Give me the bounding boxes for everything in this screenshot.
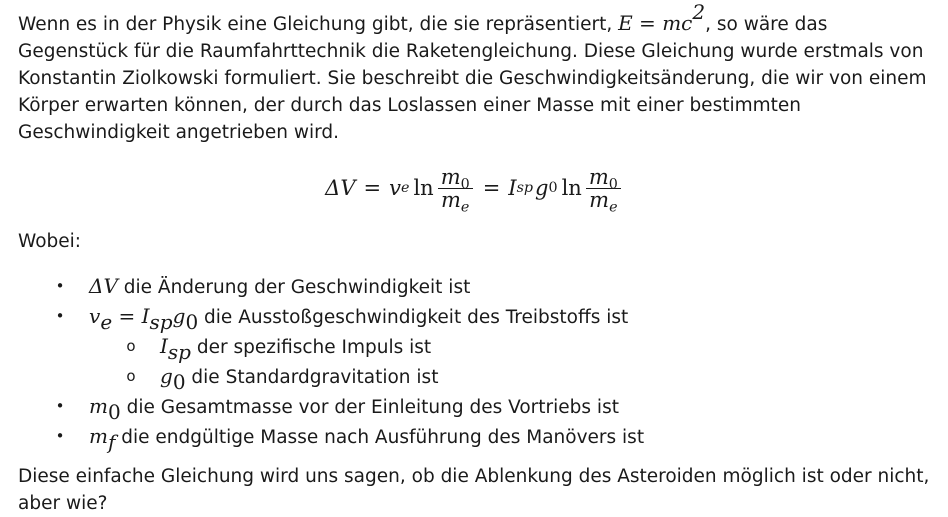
symbol-mf-sub: f bbox=[107, 430, 116, 454]
symbol-ve: v bbox=[89, 304, 101, 328]
symbol-g-sub: 0 bbox=[185, 310, 199, 334]
variable-list bbox=[0, 271, 948, 454]
symbol-g: g bbox=[172, 304, 186, 328]
eq-fraction-2 bbox=[586, 164, 621, 215]
intro-text-end: , so wäre das Gegenstück für die Raumfahrttechnik die Raketengleichung. Diese Gleichung wurde erstmals von Konstantin Ziolkowski formuliert. Sie beschreibt die Geschwindigkeitsänderung, die wir von einem Körper erwarten können, der durch das Loslassen einer Masse mit einer bestimmten Geschwindigkeit angetrieben wird. bbox=[18, 14, 927, 143]
eq-frac1-den-sub: e bbox=[460, 198, 470, 215]
list-item-text: der spezifische Impuls ist bbox=[190, 337, 432, 358]
bullet-icon: • bbox=[55, 397, 65, 415]
symbol-g: g bbox=[160, 364, 173, 388]
bullet-icon: • bbox=[55, 307, 65, 325]
eq-ve-sub: e bbox=[400, 180, 410, 196]
symbol-isp: I bbox=[160, 334, 168, 358]
bullet-icon: • bbox=[55, 427, 65, 445]
list-item-text: die Änderung der Geschwindigkeit ist bbox=[117, 277, 471, 298]
closing-paragraph: Diese einfache Gleichung wird uns sagen, ob die Ablenkung des Asteroiden möglich ist oder nicht, aber wie? bbox=[18, 466, 930, 514]
rocket-equation: ΔV = v e ln $\frac{m_0}{m_e}$ = I sp g 0 ln $\frac{m_0}{m_e}$ bbox=[0, 160, 948, 216]
symbol-delta-v: ΔV bbox=[89, 274, 118, 298]
intro-paragraph bbox=[18, 0, 933, 146]
formula-mc: mc bbox=[662, 11, 693, 35]
list-item-text: die Standardgravitation ist bbox=[185, 367, 439, 388]
symbol-ve-sub: e bbox=[100, 310, 113, 334]
symbol-m0: m bbox=[89, 394, 108, 418]
symbol-g-sub: 0 bbox=[172, 370, 186, 394]
eq-fraction-1 bbox=[438, 164, 473, 215]
list-item-text: die Ausstoßgeschwindigkeit des Treibstoffs ist bbox=[198, 307, 629, 328]
eq-equals-1: = bbox=[363, 176, 382, 200]
list-item bbox=[0, 271, 948, 301]
symbol-mf: m bbox=[89, 424, 108, 448]
sub-list-item bbox=[0, 331, 948, 364]
list-item bbox=[0, 391, 948, 424]
eq-ve: v bbox=[389, 176, 401, 200]
eq-equals-2: = bbox=[482, 176, 501, 200]
intro-text-start: Wenn es in der Physik eine Gleichung gibt, die sie repräsentiert, bbox=[18, 14, 619, 35]
list-item bbox=[0, 421, 948, 454]
eq-frac1-den: m bbox=[441, 187, 461, 212]
eq-ln-2: ln bbox=[561, 176, 582, 200]
wobei-label: Wobei: bbox=[18, 231, 82, 252]
bullet-icon: • bbox=[55, 277, 65, 295]
circle-bullet-icon: o bbox=[126, 367, 136, 385]
eq-ln-1: ln bbox=[413, 176, 434, 200]
eq-frac2-num: m bbox=[588, 164, 609, 189]
symbol-isp: I bbox=[141, 304, 150, 328]
eq-isp-sub: sp bbox=[516, 180, 534, 196]
eq-frac1-num-sub: 0 bbox=[460, 175, 470, 192]
list-item-text: die endgültige Masse nach Ausführung des Manövers ist bbox=[115, 427, 645, 448]
eq-g: g bbox=[535, 176, 549, 200]
sub-list-item bbox=[0, 361, 948, 394]
formula-exponent: 2 bbox=[692, 0, 706, 24]
circle-bullet-icon: o bbox=[126, 337, 136, 355]
symbol-isp-sub: sp bbox=[167, 340, 191, 364]
formula-e: E bbox=[618, 11, 633, 35]
eq-frac2-num-sub: 0 bbox=[608, 175, 618, 192]
eq-frac1-num: m bbox=[440, 164, 461, 189]
eq-delta-v: ΔV bbox=[325, 176, 356, 200]
formula-equals: = bbox=[632, 11, 663, 35]
symbol-isp-sub: sp bbox=[149, 310, 173, 334]
list-item-text: die Gesamtmasse vor der Einleitung des Vortriebs ist bbox=[120, 397, 619, 418]
symbol-m0-sub: 0 bbox=[107, 400, 121, 424]
list-item bbox=[0, 301, 948, 334]
eq-frac2-den-sub: e bbox=[609, 198, 618, 215]
eq-isp: I bbox=[508, 176, 517, 200]
eq-frac2-den: m bbox=[589, 187, 610, 212]
symbol-equals: = bbox=[112, 304, 142, 328]
